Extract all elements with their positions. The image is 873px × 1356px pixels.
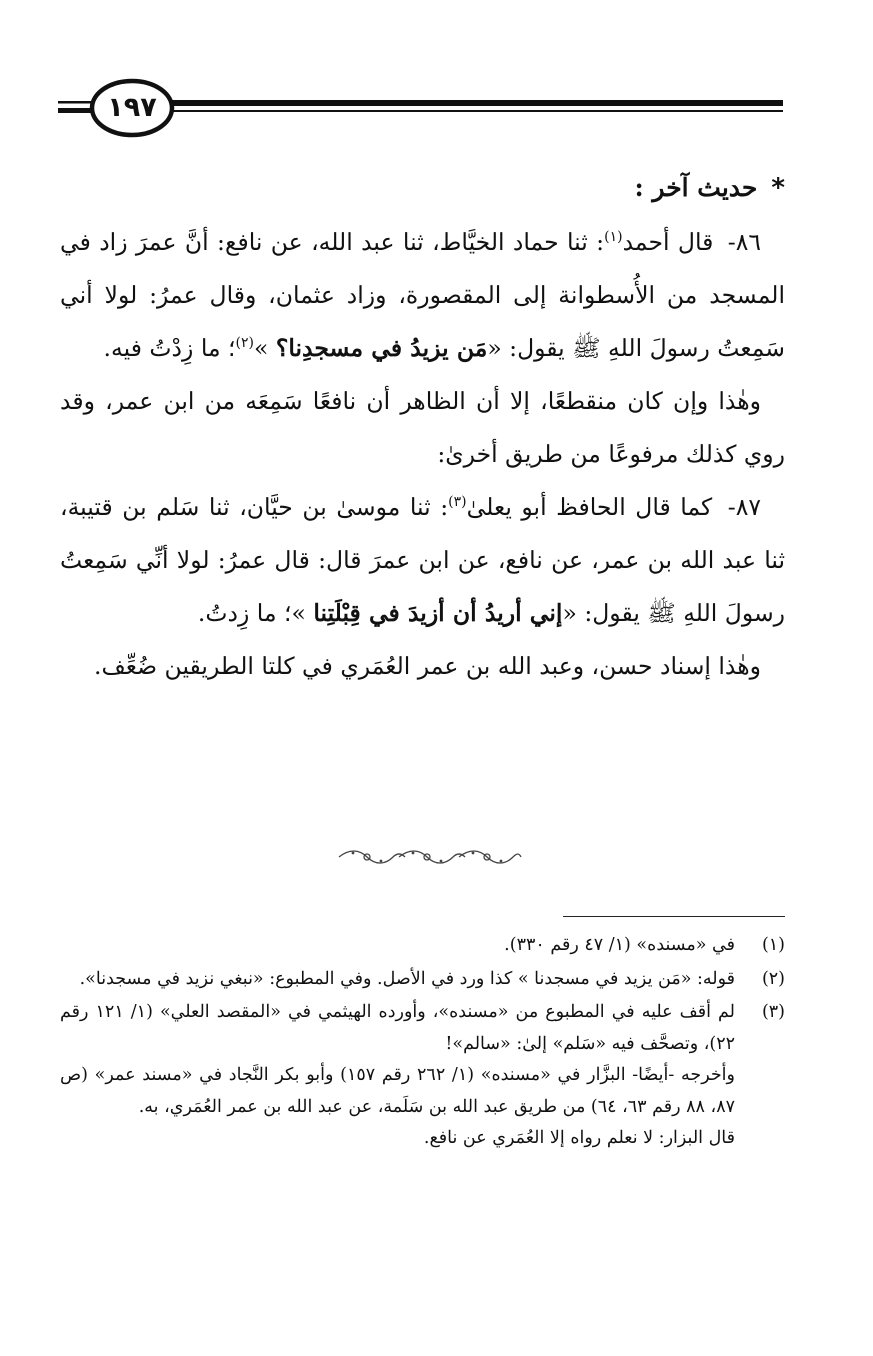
page-number: ١٩٧ xyxy=(107,92,157,123)
footnote-ref: (١) xyxy=(604,229,623,246)
section-heading-text: حديث آخر : xyxy=(634,173,758,202)
footnote-text: قال البزار: لا نعلم رواه إلا العُمَري عن نافع. xyxy=(423,1128,735,1148)
footnote xyxy=(60,997,785,1155)
hadith-number: ٨٧- xyxy=(727,493,761,521)
hadith-86 xyxy=(60,216,785,375)
hadith-text: »؛ ما زِدتُ. xyxy=(197,599,314,627)
section-heading xyxy=(60,160,785,216)
footnote xyxy=(60,930,785,962)
hadith-text: : ثنا حماد الخيَّاط، ثنا عبد الله، عن نافع: أنَّ عمرَ زاد في المسجد من الأُسطوانة إلى المقصورة، وزاد عثمان، وقال عمرُ: لولا أني سَمِعتُ رسولَ اللهِ ﷺ يقول: « xyxy=(60,228,785,362)
footnote-number: (١) xyxy=(761,935,785,955)
footnote-separator xyxy=(563,916,785,917)
hadith-text: قال أحمد xyxy=(622,228,714,256)
footnote-text: وأخرجه -أيضًا- البزَّار في «مسنده» (١/ ٢٦٢ رقم ١٥٧) وأبو بكر النَّجاد في «مسند عمر» (ص ٨٧، ٨٨ رقم ٦٣، ٦٤) من طريق عبد الله بن سَلَمة، عن عبد الله بن عمر العُمَري، به. xyxy=(60,1065,735,1117)
footnote-number: (٣) xyxy=(761,1002,785,1022)
ornament-divider-icon xyxy=(335,846,525,868)
hadith-quote: إني أريدُ أن أزيدَ في قِبْلَتِنا xyxy=(313,599,563,627)
footnote-text: في «مسنده» (١/ ٤٧ رقم ٣٣٠). xyxy=(504,935,735,955)
hadith-text: ؛ ما زِدْتُ فيه. xyxy=(103,334,236,362)
footnotes xyxy=(60,930,785,1157)
footnote-ref: (٣) xyxy=(448,494,467,511)
footnote-number: (٢) xyxy=(761,968,785,989)
hadith-number: ٨٦- xyxy=(727,228,761,256)
footnote-text: لم أقف عليه في المطبوع من «مسنده»، وأورده الهيثمي في «المقصد العلي» (١/ ١٢١ رقم ٢٢)، وتصحَّف فيه «سَلم» إلىٰ: «سالم»! xyxy=(60,1002,736,1054)
main-text xyxy=(60,160,785,693)
page-header xyxy=(58,78,783,140)
commentary-paragraph: وهٰذا وإن كان منقطعًا، إلا أن الظاهر أن نافعًا سَمِعَه من ابن عمر، وقد روي كذلك مرفوعًا من طريق أخرىٰ: xyxy=(60,387,785,468)
footnote xyxy=(60,964,785,996)
footnote-body xyxy=(60,930,735,962)
footnote-body xyxy=(60,964,735,996)
footnote-body xyxy=(60,997,735,1155)
hadith-87 xyxy=(60,481,785,640)
hadith-text: » xyxy=(253,334,276,362)
star-icon: * xyxy=(771,173,785,203)
footnote-text: قوله: «مَن يزيد في مسجدنا » كذا ورد في الأصل. وفي المطبوع: «نبغي نزيد في مسجدنا». xyxy=(79,968,735,989)
footnote-ref: (٢) xyxy=(235,335,254,352)
hadith-text: كما قال الحافظ أبو يعلىٰ xyxy=(466,493,713,521)
hadith-text: : ثنا موسىٰ بن حيَّان، ثنا سَلم بن قتيبة، ثنا عبد الله بن عمر، عن نافع، عن ابن عمرَ قال: قال عمرُ: لولا أنِّي سَمِعتُ رسولَ اللهِ ﷺ يقول: « xyxy=(60,493,785,627)
hadith-quote: مَن يزيدُ في مسجدِنا؟ xyxy=(275,334,488,362)
commentary-paragraph: وهٰذا إسناد حسن، وعبد الله بن عمر العُمَري في كلتا الطريقين ضُعِّف. xyxy=(94,652,761,680)
